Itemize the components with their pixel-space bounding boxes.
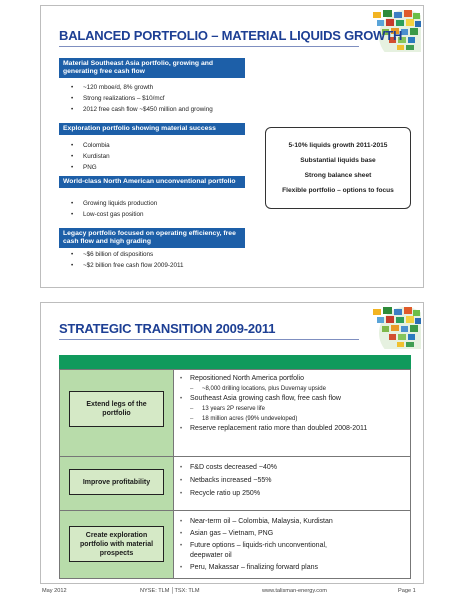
row-label-cell — [60, 457, 174, 510]
bullet-item: • Near-term oil – Colombia, Malaysia, Kurdistan — [180, 517, 333, 529]
footer-ticker: NYSE: TLM │TSX: TLM — [140, 588, 200, 594]
bullet-item: • Netbacks increased ~55% — [180, 476, 277, 489]
footer-date: May 2012 — [42, 588, 67, 594]
sub-bullet-item: – 13 years 2P reserve life — [180, 404, 367, 414]
title-divider — [59, 339, 359, 340]
bullet-continuation: deepwater oil — [190, 552, 232, 559]
row-label: Create exploration portfolio with material prospects — [69, 526, 164, 562]
bullet-item: • Recycle ratio up 250% — [180, 489, 277, 502]
key-point: Substantial liquids base — [300, 157, 376, 164]
bullet-item: • Growing liquids production — [71, 198, 157, 209]
bullet-item: • Reserve replacement ratio more than doubled 2008-2011 — [180, 424, 367, 434]
row-label: Improve profitability — [69, 469, 164, 495]
slide-title: STRATEGIC TRANSITION 2009-2011 — [59, 321, 276, 336]
key-point: Strong balance sheet — [304, 172, 372, 179]
bullet-item: • Repositioned North America portfolio — [180, 374, 367, 384]
table-row — [60, 456, 410, 510]
section-head-north-america: World-class North American unconventional portfolio — [59, 176, 245, 188]
bullet-list-southeast-asia — [71, 82, 213, 115]
section-head-legacy: Legacy portfolio focused on operating efficiency, free cash flow and high grading — [59, 228, 245, 248]
row-bullets — [180, 374, 367, 434]
bullet-list-exploration — [71, 140, 110, 173]
bullet-item: • Future options – liquids-rich unconventional, — [180, 541, 333, 551]
section-head-southeast-asia: Material Southeast Asia portfolio, growing and generating free cash flow — [59, 58, 245, 78]
footer-page-number: Page 1 — [398, 588, 416, 594]
table-row — [60, 370, 410, 456]
bullet-list-north-america — [71, 198, 157, 220]
sub-bullet-item: – ~8,000 drilling locations, plus Duvernay upside — [180, 384, 367, 394]
section-head-exploration: Exploration portfolio showing material success — [59, 123, 245, 135]
row-label: Extend legs of the portfolio — [69, 391, 164, 427]
row-bullets — [180, 463, 277, 502]
key-point: Flexible portfolio – options to focus — [282, 187, 394, 194]
row-label-cell — [60, 511, 174, 578]
bullet-item: • Asian gas – Vietnam, PNG — [180, 529, 333, 541]
bullet-item: • Kurdistan — [71, 151, 110, 162]
bullet-item: • Strong realizations – $10/mcf — [71, 93, 213, 104]
bullet-item: • Peru, Makassar – finalizing forward plans — [180, 563, 333, 575]
row-label-cell — [60, 370, 174, 456]
bullet-item: • 2012 free cash flow ~$450 million and growing — [71, 104, 213, 115]
transition-table — [59, 369, 411, 579]
bullet-list-legacy — [71, 249, 184, 271]
slide-title: BALANCED PORTFOLIO – MATERIAL LIQUIDS GROWTH — [59, 28, 403, 43]
bullet-item: • ~$2 billion free cash flow 2009-2011 — [71, 260, 184, 271]
bullet-item: • Colombia — [71, 140, 110, 151]
footer-url[interactable]: www.talisman-energy.com — [262, 588, 327, 594]
bullet-item: • PNG — [71, 162, 110, 173]
slide-balanced-portfolio — [40, 5, 424, 288]
bullet-item: • Low-cost gas position — [71, 209, 157, 220]
bullet-item: • ~$6 billion of dispositions — [71, 249, 184, 260]
key-points-box — [265, 127, 411, 209]
bullet-item: • F&D costs decreased ~40% — [180, 463, 277, 476]
table-header-bar — [59, 355, 411, 369]
bullet-item: • Southeast Asia growing cash flow, free cash flow — [180, 394, 367, 404]
bullet-item: • ~120 mboe/d, 8% growth — [71, 82, 213, 93]
sub-bullet-item: – 18 million acres (99% undeveloped) — [180, 414, 367, 424]
key-point: 5-10% liquids growth 2011-2015 — [288, 142, 388, 149]
globe-logo-icon — [363, 305, 421, 349]
row-bullets — [180, 517, 333, 575]
title-divider — [59, 46, 359, 47]
table-row — [60, 510, 410, 578]
slide-strategic-transition — [40, 302, 424, 584]
